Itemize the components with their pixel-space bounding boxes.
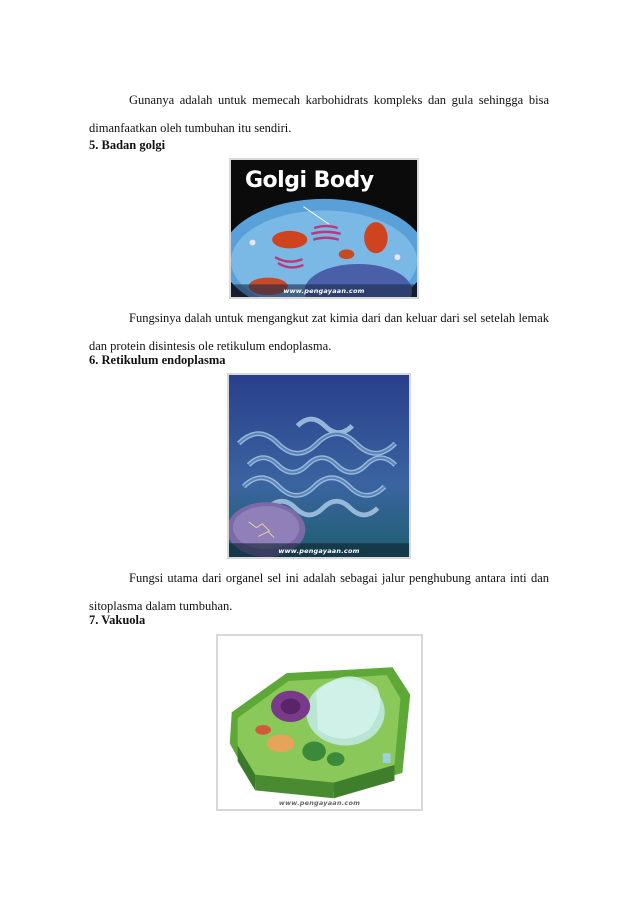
paragraph-golgi-function	[89, 304, 549, 360]
paragraph-text: Fungsinya dalah untuk mengangkut zat kimia dari dan keluar dari sel setelah lemak dan protein disintesis ole retikulum endoplasma.	[89, 311, 549, 353]
watermark-text: www.pengayaan.com	[278, 799, 361, 807]
paragraph-golgi-intro	[89, 86, 549, 142]
paragraph-text: Gunanya adalah untuk memecah karbohidrats kompleks dan gula sehingga bisa dimanfaatkan oleh tumbuhan itu sendiri.	[89, 93, 549, 135]
watermark-text: www.pengayaan.com	[283, 287, 365, 295]
paragraph-text: Fungsi utama dari organel sel ini adalah sebagai jalur penghubung antara inti dan sitoplasma dalam tumbuhan.	[89, 571, 549, 613]
watermark-text: www.pengayaan.com	[278, 547, 360, 555]
retikulum-endoplasma-image	[227, 373, 411, 559]
golgi-body-title: Golgi Body	[245, 168, 374, 193]
golgi-body-image	[229, 158, 419, 299]
heading-vakuola: 7. Vakuola	[89, 613, 146, 627]
paragraph-er-function	[89, 564, 549, 620]
heading-badan-golgi: 5. Badan golgi	[89, 138, 166, 152]
vakuola-image	[216, 634, 423, 811]
heading-retikulum-endoplasma: 6. Retikulum endoplasma	[89, 353, 226, 367]
